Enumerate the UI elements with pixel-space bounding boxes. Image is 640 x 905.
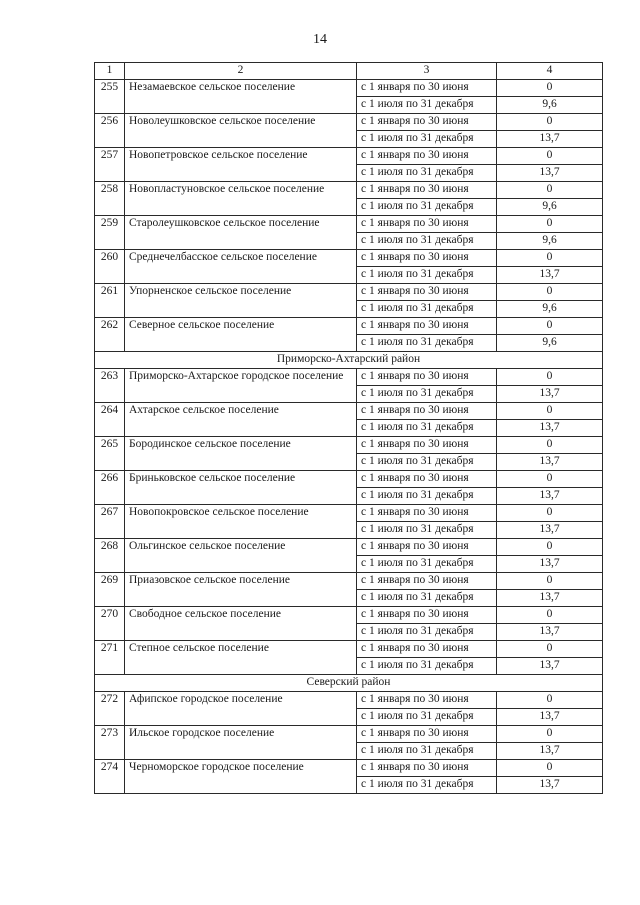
value-first-half: 0 (497, 182, 603, 199)
row-number: 257 (95, 148, 125, 182)
settlement-name: Свободное сельское поселение (125, 607, 357, 641)
period-second-half: с 1 июля по 31 декабря (357, 624, 497, 641)
period-second-half: с 1 июля по 31 декабря (357, 199, 497, 216)
period-second-half: с 1 июля по 31 декабря (357, 777, 497, 794)
value-first-half: 0 (497, 80, 603, 97)
settlement-name: Черноморское городское поселение (125, 760, 357, 794)
period-second-half: с 1 июля по 31 декабря (357, 335, 497, 352)
value-second-half: 13,7 (497, 658, 603, 675)
table-row (95, 182, 603, 199)
period-second-half: с 1 июля по 31 декабря (357, 522, 497, 539)
period-first-half: с 1 января по 30 июня (357, 80, 497, 97)
value-second-half: 13,7 (497, 556, 603, 573)
column-number-2: 2 (125, 63, 357, 80)
value-second-half: 13,7 (497, 488, 603, 505)
value-first-half: 0 (497, 437, 603, 454)
value-first-half: 0 (497, 539, 603, 556)
table-row (95, 760, 603, 777)
value-first-half: 0 (497, 760, 603, 777)
period-first-half: с 1 января по 30 июня (357, 726, 497, 743)
value-first-half: 0 (497, 148, 603, 165)
row-number: 272 (95, 692, 125, 726)
table-row (95, 114, 603, 131)
row-number: 263 (95, 369, 125, 403)
value-first-half: 0 (497, 403, 603, 420)
row-number: 262 (95, 318, 125, 352)
table-row (95, 573, 603, 590)
settlement-name: Бриньковское сельское поселение (125, 471, 357, 505)
value-second-half: 13,7 (497, 590, 603, 607)
value-second-half: 13,7 (497, 624, 603, 641)
district-row (95, 675, 603, 692)
value-second-half: 13,7 (497, 386, 603, 403)
row-number: 270 (95, 607, 125, 641)
table-row (95, 250, 603, 267)
row-number: 269 (95, 573, 125, 607)
period-first-half: с 1 января по 30 июня (357, 284, 497, 301)
settlement-name: Ахтарское сельское поселение (125, 403, 357, 437)
row-number: 271 (95, 641, 125, 675)
schedule-table-body (95, 63, 603, 794)
settlement-name: Афипское городское поселение (125, 692, 357, 726)
value-first-half: 0 (497, 216, 603, 233)
period-first-half: с 1 января по 30 июня (357, 505, 497, 522)
row-number: 255 (95, 80, 125, 114)
column-number-3: 3 (357, 63, 497, 80)
period-first-half: с 1 января по 30 июня (357, 114, 497, 131)
column-number-1: 1 (95, 63, 125, 80)
settlement-name: Новопокровское сельское поселение (125, 505, 357, 539)
table-row (95, 369, 603, 386)
settlement-name: Незамаевское сельское поселение (125, 80, 357, 114)
table-row (95, 437, 603, 454)
period-second-half: с 1 июля по 31 декабря (357, 556, 497, 573)
period-first-half: с 1 января по 30 июня (357, 760, 497, 777)
value-second-half: 13,7 (497, 267, 603, 284)
value-second-half: 13,7 (497, 454, 603, 471)
period-second-half: с 1 июля по 31 декабря (357, 590, 497, 607)
row-number: 268 (95, 539, 125, 573)
column-number-row (95, 63, 603, 80)
table-row (95, 607, 603, 624)
settlement-name: Степное сельское поселение (125, 641, 357, 675)
period-second-half: с 1 июля по 31 декабря (357, 233, 497, 250)
value-first-half: 0 (497, 726, 603, 743)
settlement-name: Среднечелбасское сельское поселение (125, 250, 357, 284)
page-number: 14 (313, 32, 327, 47)
value-first-half: 0 (497, 692, 603, 709)
settlement-name: Ильское городское поселение (125, 726, 357, 760)
settlement-name: Новопетровское сельское поселение (125, 148, 357, 182)
table-row (95, 318, 603, 335)
value-first-half: 0 (497, 369, 603, 386)
period-second-half: с 1 июля по 31 декабря (357, 709, 497, 726)
period-second-half: с 1 июля по 31 декабря (357, 488, 497, 505)
settlement-name: Ольгинское сельское поселение (125, 539, 357, 573)
period-second-half: с 1 июля по 31 декабря (357, 454, 497, 471)
settlement-name: Северное сельское поселение (125, 318, 357, 352)
period-first-half: с 1 января по 30 июня (357, 471, 497, 488)
period-first-half: с 1 января по 30 июня (357, 250, 497, 267)
column-number-4: 4 (497, 63, 603, 80)
row-number: 274 (95, 760, 125, 794)
table-row (95, 284, 603, 301)
row-number: 258 (95, 182, 125, 216)
period-first-half: с 1 января по 30 июня (357, 641, 497, 658)
period-first-half: с 1 января по 30 июня (357, 369, 497, 386)
period-first-half: с 1 января по 30 июня (357, 216, 497, 233)
period-second-half: с 1 июля по 31 декабря (357, 267, 497, 284)
value-first-half: 0 (497, 284, 603, 301)
period-second-half: с 1 июля по 31 декабря (357, 420, 497, 437)
table-row (95, 216, 603, 233)
value-first-half: 0 (497, 318, 603, 335)
table-row (95, 726, 603, 743)
row-number: 261 (95, 284, 125, 318)
settlement-name: Новолеушковское сельское поселение (125, 114, 357, 148)
period-first-half: с 1 января по 30 июня (357, 403, 497, 420)
period-first-half: с 1 января по 30 июня (357, 573, 497, 590)
value-first-half: 0 (497, 505, 603, 522)
period-first-half: с 1 января по 30 июня (357, 318, 497, 335)
row-number: 264 (95, 403, 125, 437)
row-number: 259 (95, 216, 125, 250)
settlement-name: Приморско-Ахтарское городское поселение (125, 369, 357, 403)
period-first-half: с 1 января по 30 июня (357, 437, 497, 454)
table-row (95, 403, 603, 420)
district-title: Приморско-Ахтарский район (95, 352, 603, 369)
period-second-half: с 1 июля по 31 декабря (357, 658, 497, 675)
district-row (95, 352, 603, 369)
district-title: Северский район (95, 675, 603, 692)
value-first-half: 0 (497, 607, 603, 624)
value-first-half: 0 (497, 573, 603, 590)
row-number: 256 (95, 114, 125, 148)
row-number: 267 (95, 505, 125, 539)
table-row (95, 505, 603, 522)
value-second-half: 13,7 (497, 743, 603, 760)
period-second-half: с 1 июля по 31 декабря (357, 301, 497, 318)
period-second-half: с 1 июля по 31 декабря (357, 165, 497, 182)
settlement-name: Новопластуновское сельское поселение (125, 182, 357, 216)
period-second-half: с 1 июля по 31 декабря (357, 97, 497, 114)
value-second-half: 13,7 (497, 420, 603, 437)
value-first-half: 0 (497, 250, 603, 267)
period-first-half: с 1 января по 30 июня (357, 182, 497, 199)
value-second-half: 9,6 (497, 199, 603, 216)
value-second-half: 13,7 (497, 709, 603, 726)
table-row (95, 641, 603, 658)
value-second-half: 9,6 (497, 335, 603, 352)
table-row (95, 692, 603, 709)
row-number: 273 (95, 726, 125, 760)
settlement-name: Старолеушковское сельское поселение (125, 216, 357, 250)
table-row (95, 539, 603, 556)
period-first-half: с 1 января по 30 июня (357, 607, 497, 624)
value-first-half: 0 (497, 641, 603, 658)
period-second-half: с 1 июля по 31 декабря (357, 386, 497, 403)
row-number: 265 (95, 437, 125, 471)
period-first-half: с 1 января по 30 июня (357, 539, 497, 556)
row-number: 266 (95, 471, 125, 505)
value-second-half: 9,6 (497, 233, 603, 250)
table-row (95, 471, 603, 488)
period-first-half: с 1 января по 30 июня (357, 692, 497, 709)
value-second-half: 13,7 (497, 522, 603, 539)
period-first-half: с 1 января по 30 июня (357, 148, 497, 165)
settlement-name: Упорненское сельское поселение (125, 284, 357, 318)
value-first-half: 0 (497, 471, 603, 488)
value-second-half: 9,6 (497, 97, 603, 114)
value-second-half: 9,6 (497, 301, 603, 318)
value-second-half: 13,7 (497, 131, 603, 148)
table-row (95, 80, 603, 97)
schedule-table (94, 62, 603, 794)
period-second-half: с 1 июля по 31 декабря (357, 131, 497, 148)
value-second-half: 13,7 (497, 777, 603, 794)
value-first-half: 0 (497, 114, 603, 131)
period-second-half: с 1 июля по 31 декабря (357, 743, 497, 760)
value-second-half: 13,7 (497, 165, 603, 182)
table-row (95, 148, 603, 165)
row-number: 260 (95, 250, 125, 284)
settlement-name: Приазовское сельское поселение (125, 573, 357, 607)
settlement-name: Бородинское сельское поселение (125, 437, 357, 471)
